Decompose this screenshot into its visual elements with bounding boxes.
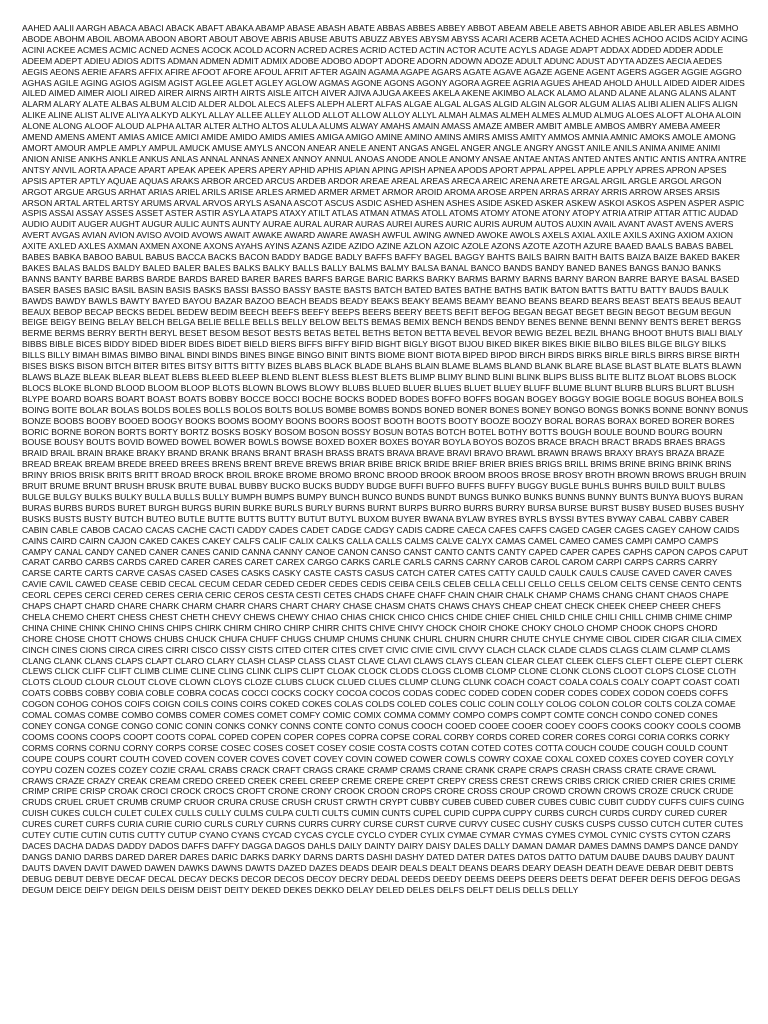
word-list-block bbox=[22, 23, 748, 1003]
word-list-text: AAHED AALII AARGH ABACA ABACI ABACK ABAFT ABAKA ABAMP ABASE ABASH ABATE ABBAS ABBES ABBEY ABBOT ABEAM ABELE ABETS ABHOR ABIDE ABLER ABLES ABMHO ABODE ABOHM ABOIL ABOMA ABOON ABORT ABOUT ABOVE ABRIS ABUSE ABUTS ABUZZ ABYES ABYSM ABYSS ACARI ACERB ACETA ACHED ACHES ACHOO ACIDS ACIDY ACING ACINI ACKEE ACMES ACMIC ACNED ACNES ACOCK ACOLD ACORN ACRED ACRES ACRID ACTED ACTIN ACTOR ACUTE ACYLS ADAGE ADAPT ADDAX ADDED ADDER ADDLE ADEEM ADEPT ADIEU ADIOS ADITS ADMAN ADMEN ADMIT ADMIX ADOBE ADOBO ADOPT ADORE ADORN ADOWN ADOZE ADULT ADUNC ADUST ADYTA ADZES AECIA AEDES AEGIS AEONS AERIE AFARS AFFIX AFIRE AFOOT AFORE AFOUL AFRIT AFTER AGAIN AGAMA AGAPE AGARS AGATE AGAVE AGAZE AGENE AGENT AGERS AGGER AGGIE AGGRO AGHAS AGILE AGING AGIOS AGISM AGIST AGLEE AGLET AGLEY AGLOW AGMAS AGONE AGONS AGONY AGORA AGREE AGRIA AGUES AHEAD AHOLD AHULL AIDED AIDER AIDES AILED AIMED AIMER AIOLI AIRED AIRER AIRNS AIRTH AIRTS AISLE AITCH AIVER AJIVA AJUGA AKEES AKELA AKENE AKIMBO ALACK ALAMO ALAND ALANE ALANG ALANS ALANT ALARM ALARY ALATE ALBAS ALBUM ALCID ALDER ALDOL ALECS ALEFS ALEPH ALERT ALFAS ALGAE ALGAL ALGAS ALGID ALGIN ALGOR ALGUM ALIAS ALIBI ALIEN ALIFS ALIGN ALIKE ALINE ALIST ALIVE ALIYA ALKYD ALKYL ALLAY ALLEE ALLEY ALLOD ALLOT ALLOW ALLOY ALLYL ALMAH ALMAS ALMEH ALMES ALMUD ALMUG ALOES ALOFT ALOHA ALOIN ALONE ALONG ALOOF ALOUD ALPHA ALTAR ALTER ALTHO ALTOS ALULA ALUMS ALWAY AMAHS AMAIN AMASS AMAZE AMBER AMBIT AMBLE AMBOS AMBRY AMEBA AMEER AMEND AMENS AMENT AMIAS AMICE AMICI AMIDE AMIDO AMIDS AMIES AMIGA AMIGO AMINE AMINO AMINS AMIRS AMISS AMITY AMMOS AMNIA AMNIC AMOKS AMOLE AMONG AMORT AMOUR AMPLE AMPLY AMPUL AMUCK AMUSE AMYLS ANCON ANEAR ANELE ANENT ANGAS ANGEL ANGER ANGLE ANGRY ANGST ANILE ANILS ANIMA ANIME ANIMI ANION ANISE ANKHS ANKLE ANKUS ANLAS ANNAL ANNAS ANNEX ANNOY ANNUL ANOAS ANODE ANOLE ANOMY ANSAE ANTAE ANTAS ANTED ANTES ANTIC ANTIS ANTRA ANTRE ANTSY ANVIL AORTA APACE APART APEAK APEEK APERS APERY APHID APHIS APIAN APING APISH APNEA APODS APORT APPAL APPEL APPLE APPLY APRES APRON APSES APSIS APTER APTLY AQUAE AQUAS ARAKS ARBOR ARCED ARCUS ARDEB ARDOR AREAE AREAL AREAS ARECA AREIC ARENA ARETE ARGAL ARGIL ARGLE ARGOL ARGON ARGOT ARGUE ARGUS ARHAT ARIAS ARIEL ARILS ARISE ARLES ARMED ARMER ARMET ARMOR AROID AROMA AROSE ARPEN ARRAS ARRAY ARRIS ARROW ARSES ARSIS ARSON ARTAL ARTEL ARTSY ARUMS ARVAL ARVOS ARYLS ASANA ASCOT ASCUS ASDIC ASHED ASHEN ASHES ASIDE ASKED ASKER ASKEW ASKOI ASKOS ASPEN ASPER ASPIC ASPIS ASSAI ASSAY ASSES ASSET ASTER ASTIR ASYLA ATAPS ATAXY ATILT ATLAS ATMAN ATMAS ATOLL ATOMS ATOMY ATONE ATONY ATOPY ATRIA ATRIP ATTAR ATTIC AUDAD AUDIO AUDIT AUGER AUGHT AUGUR AULIC AUNTS AUNTY AURAE AURAL AURAR AURAS AUREI AURES AURIC AURIS AURUM AUTOS AUXIN AVAIL AVANT AVAST AVENS AVERS AVERT AVGAS AVIAN AVION AVISO AVOID AVOWS AWAIT AWAKE AWARD AWARE AWASH AWFUL AWING AWNED AWOKE AWOLS AXELS AXIAL AXILE AXILS AXING AXIOM AXION AXITE AXLED AXLES AXMAN AXMEN AXONE AXONS AYAHS AYINS AZANS AZIDE AZIDO AZINE AZLON AZOIC AZOLE AZONS AZOTE AZOTH AZURE BAAED BAALS BABAS BABEL BABES BABKA BABOO BABUL BABUS BACCA BACKS BACON BADDY BADGE BADLY BAFFS BAFFY BAGEL BAGGY BAHTS BAILS BAIRN BAITH BAITS BAIZA BAIZE BAKED BAKER BAKES BALAS BALDS BALDY BALED BALER BALES BALKS BALKY BALLS BALLY BALMS BALMY BALSA BANAL BANCO BANDS BANDY BANED BANES BANGS BANJO BANKS BANNS BANTY BARBE BARBS BARDE BARDS BARED BARER BARES BARFS BARGE BARIC BARKS BARKY BARMS BARMY BARNS BARNY BARON BARRE BARYE BASAL BASED BASER BASES BASIC BASIL BASIN BASIS BASKS BASSI BASSO BASSY BASTE BASTS BATCH BATED BATES BATHE BATHS BATIK BATON BATTS BATTU BATTY BAUDS BAULK BAWDS BAWDY BAWLS BAWTY BAYED BAYOU BAZAR BAZOO BEACH BEADS BEADY BEAKS BEAKY BEAMS BEAMY BEANO BEANS BEARD BEARS BEAST BEATS BEAUS BEAUT BEAUX BEBOP BECAP BECKS BEDEL BEDEW BEDIM BEECH BEEFS BEEFY BEEPS BEERS BEERY BEETS BEFIT BEFOG BEGAN BEGAT BEGET BEGIN BEGOT BEGUM BEGUN BEIGE BEIGY BEING BELAY BELCH BELGA BELIE BELLE BELLS BELLY BELOW BELTS BEMAS BEMIX BENCH BENDS BENDY BENES BENNE BENNI BENNY BENTS BERET BERGS BERME BERMS BERRY BERTH BERYL BESET BESOM BESOT BESTS BETAS BETEL BETHS BETON BETTA BEVEL BEVOR BEWIG BEZEL BEZIL BHANG BHOOT BHUTS BIALI BIALY BIBBS BIBLE BICES BIDDY BIDED BIDER BIDES BIDET BIELD BIERS BIFFS BIFFY BIFID BIGHT BIGLY BIGOT BIJOU BIKED BIKER BIKES BIKIE BILBO BILES BILGE BILGY BILKS BILLS BILLY BIMAH BIMAS BIMBO BINAL BINDI BINDS BINES BINGE BINGO BINIT BINTS BIOME BIONT BIOTA BIPED BIPOD BIRCH BIRDS BIRKS BIRLE BIRLS BIRRS BIRSE BIRTH BISES BISKS BISON BITCH BITER BITES BITSY BITTS BITTY BIZES BLABS BLACK BLADE BLAHS BLAIN BLAME BLAMS BLAND BLANK BLARE BLASE BLAST BLATE BLATS BLAWN BLAWS BLAZE BLEAK BLEAR BLEAT BLEBS BLEED BLEEP BLEND BLENT BLESS BLEST BLETS BLIMP BLIMY BLIND BLINI BLINK BLIPS BLISS BLITE BLITZ BLOAT BLOBS BLOCK BLOCS BLOKE BLOND BLOOD BLOOM BLOOP BLOTS BLOWN BLOWS BLOWY BLUBS BLUED BLUER BLUES BLUET BLUEY BLUFF BLUME BLUNT BLURB BLURS BLURT BLUSH BLYPE BOARD BOARS BOART BOAST BOATS BOBBY BOCCE BOCCI BOCHE BOCKS BODED BODES BOFFO BOFFS BOGAN BOGEY BOGGY BOGIE BOGLE BOGUS BOHEA BOILS BOING BOITE BOLAR BOLAS BOLDS BOLES BOLLS BOLOS BOLTS BOLUS BOMBE BOMBS BONDS BONED BONER BONES BONEY BONGO BONGS BONKS BONNE BONNY BONUS BONZE BOOBS BOOBY BOOED BOOGY BOOKS BOOMS BOOMY BOONS BOORS BOOST BOOTH BOOTS BOOTY BOOZE BOOZY BORAL BORAS BORAX BORED BORER BORES BORIC BORNE BORON BORTS BORTY BORTZ BOSKS BOSKY BOSOM BOSON BOSSY BOSUN BOTAS BOTCH BOTEL BOTHY BOTTS BOUGH BOULE BOUND BOURG BOURN BOUSE BOUSY BOUTS BOVID BOWED BOWEL BOWER BOWLS BOWSE BOXED BOXER BOXES BOYAR BOYLA BOYOS BOZOS BRACE BRACH BRACT BRADS BRAES BRAGS BRAID BRAIL BRAIN BRAKE BRAKY BRAND BRANK BRANS BRANT BRASH BRASS BRATS BRAVA BRAVE BRAVI BRAVO BRAWL BRAWN BRAWS BRAXY BRAYS BRAZA BRAZE BREAD BREAK BREAM BREDE BREED BREES BRENS BRENT BREVE BREWS BRIAR BRIBE BRICK BRIDE BRIEF BRIER BRIES BRIGS BRILL BRIMS BRINE BRING BRINK BRINS BRINY BRIOS BRISK BRITS BRITT BROAD BROCK BROIL BROKE BROME BROMO BRONC BROOD BROOK BROOM BROOS BROSE BROSY BROTH BROWN BROWS BRUGH BRUIN BRUIT BRUME BRUNT BRUSH BRUSK BRUTE BUBAL BUBBY BUCKO BUCKS BUDDY BUDGE BUFFI BUFFO BUFFS BUFFY BUGGY BUGLE BUHLS BUHRS BUILD BUILT BULBS BULGE BULGY BULKS BULKY BULLA BULLS BULLY BUMPH BUMPS BUMPY BUNCH BUNCO BUNDS BUNDT BUNGS BUNKO BUNKS BUNNS BUNNY BUNTS BUNYA BUOYS BURAN BURAS BURBS BURDS BURET BURGH BURGS BURIN BURKE BURLS BURLY BURNS BURNT BURPS BURRO BURRS BURRY BURSA BURSE BURST BUSBY BUSED BUSES BUSHY BUSKS BUSTS BUSTY BUTCH BUTEO BUTLE BUTTE BUTTS BUTTY BUTUT BUTYL BUXOM BUYER BWANA BYLAW BYRES BYRLS BYSSI BYTES BYWAY CABAL CABBY CABER CABIN CABLE CABOB CACAO CACAS CACHE CACTI CADDY CADES CADET CADGE CADGY CADIS CADRE CAECA CAFES CAFFS CAGED CAGER CAGES CAGEY CAHOW CAIDS CAINS CAIRD CAIRN CAJON CAKED CAKES CAKEY CALFS CALIF CALIX CALKS CALLA CALLS CALMS CALVE CALYX CAMAS CAMEL CAMEO CAMES CAMPI CAMPO CAMPS CAMPY CANAL CANDY CANED CANER CANES CANID CANNA CANNY CANOE CANON CANSO CANST CANTO CANTS CANTY CAPED CAPER CAPES CAPHS CAPON CAPOS CAPUT CARAT CARBO CARBS CARDS CARED CARER CARES CARET CAREX CARGO CARKS CARLE CARLS CARNS CARNY CAROB CAROL CAROM CARPI CARPS CARRS CARRY CARSE CARTE CARTS CARVE CASAS CASED CASES CASKS CASKY CASTE CASTS CASUS CATCH CATER CATES CATTY CAULD CAULK CAULS CAUSE CAVED CAVER CAVES CAVIE CAVIL CAWED CEASE CEBID CECAL CECUM CEDAR CEDED CEDER CEDES CEDIS CEIBA CEILS CELEB CELLA CELLI CELLO CELLS CELOM CELTS CENSE CENTO CENTS CEORL CEPES CERCI CERED CERES CERIA CERIC CEROS CESTA CESTI CETES CHADS CHAFE CHAFF CHAIN CHAIR CHALK CHAMP CHAMS CHANG CHANT CHAOS CHAPE CHAPS CHAPT CHARD CHARE CHARK CHARM CHARR CHARS CHART CHARY CHASE CHASM CHATS CHAWS CHAYS CHEAP CHEAT CHECK CHEEK CHEEP CHEER CHEFS CHELA CHEMO CHERT CHESS CHEST CHETH CHEVY CHEWS CHEWY CHIAO CHIAS CHICK CHICO CHICS CHIDE CHIEF CHIEL CHILD CHILE CHILI CHILL CHIMB CHIME CHIMP CHINA CHINE CHINK CHINO CHINS CHIPS CHIRK CHIRM CHIRO CHIRP CHIRR CHITS CHIVE CHIVY CHOCK CHOIR CHOKE CHOKY CHOLO CHOMP CHOOK CHOPS CHORD CHORE CHOSE CHOTT CHOWS CHUBS CHUCK CHUFA CHUFF CHUGS CHUMP CHUMS CHUNK CHURL CHURN CHURR CHUTE CHYLE CHYME CIBOL CIDER CIGAR CILIA CIMEX CINCH CINES CIONS CIRCA CIRES CIRRI CISCO CISSY CISTS CITED CITER CITES CIVET CIVIC CIVIE CIVIL CIVVY CLACH CLACK CLADE CLADS CLAGS CLAIM CLAMP CLAMS CLANG CLANK CLANS CLAPS CLAPT CLARO CLARY CLASH CLASP CLASS CLAST CLAVE CLAVI CLAWS CLAYS CLEAN CLEAR CLEAT CLEEK CLEFS CLEFT CLEPE CLEPT CLERK CLEWS CLICK CLIFF CLIFT CLIMB CLIME CLINE CLING CLINK CLIPS CLIPT CLOAK CLOCK CLODS CLOGS CLOMB CLOMP CLONE CLONK CLONS CLOOT CLOPS CLOSE CLOTH CLOTS CLOUD CLOUR CLOUT CLOVE CLOWN CLOYS CLOZE CLUBS CLUCK CLUED CLUES CLUMP CLUNG CLUNK COACH COACT COALA COALS COALY COAPT COAST COATI COATS COBBS COBBY COBIA COBLE COBRA COCAS COCCI COCKS COCKY COCOA COCOS CODAS CODEC CODED CODEN CODER CODES CODEX CODON COEDS COFFS COGON COHOG COHOS COIFS COIGN COILS COINS COIRS COKED COKES COLAS COLDS COLED COLES COLIC COLIN COLLY COLOG COLON COLOR COLTS COLZA COMAE COMAL COMAS COMBE COMBO COMBS COMER COMES COMET COMFY COMIC COMIX COMMA COMMY COMPO COMPS COMPT COMTE CONCH CONDO CONED CONES CONEY CONGA CONGE CONGO CONIC CONIN CONKS CONKY CONNS CONTE CONTO CONUS COOCH COOED COOEE COOER COOEY COOFS COOKS COOKY COOLS COOMB COOMS COONS COOPS COOPT COOTS COPAL COPED COPEN COPER COPES COPRA COPSE CORAL CORBY CORDS CORED CORER CORES CORGI CORIA CORKS CORKY CORMS CORNS CORNU CORNY CORPS CORSE COSEC COSES COSET COSEY COSIE COSTA COSTS COTAN COTED COTES COTTA COUCH COUDE COUGH COULD COUNT COUPE COUPS COURT COUTH COVED COVEN COVER COVES COVET COVEY COVIN COWED COWER COWLS COWRY COXAE COXAL COXED COXES COYED COYER COYLY COYPU COZEN COZES COZEY COZIE CRAAL CRABS CRACK CRAFT CRAGS CRAKE CRAMP CRAMS CRANE CRANK CRAPE CRAPS CRASH CRASS CRATE CRAVE CRAWL CRAWS CRAZE CRAZY CREAK CREAM CREDO CREED CREEK CREEL CREEP CREME CREPE CREPT CREPY CRESS CREST CREWS CRIBS CRICK CRIED CRIER CRIES CRIME CRIMP CRIPE CRISP CROAK CROCI CROCK CROCS CROFT CRONE CRONY CROOK CROON CROPS CRORE CROSS CROUP CROWD CROWN CROWS CROZE CRUCK CRUDE CRUDS CRUEL CRUET CRUMB CRUMP CRUOR CRURA CRUSE CRUSH CRUST CRWTH CRYPT CUBBY CUBEB CUBED CUBER CUBES CUBIC CUBIT CUDDY CUFFS CUIFS CUING CUISH CUKES CULCH CULET CULEX CULLS CULLY CULMS CULPA CULTI CULTS CUMIN CUNTS CUPEL CUPID CUPPA CUPPY CURBS CURCH CURDS CURDY CURED CURER CURES CURET CURFS CURIA CURIE CURIO CURLS CURLY CURNS CURRS CURRY CURSE CURST CURVE CURVY CUSEC CUSHY CUSKS CUSPS CUSSO CUTCH CUTER CUTES CUTEY CUTIE CUTIN CUTIS CUTTY CUTUP CYANO CYANS CYCAD CYCAS CYCLE CYCLO CYDER CYLIX CYMAE CYMAR CYMAS CYMES CYMOL CYNIC CYSTS CYTON CZARS DACES DACHA DADAS DADDY DADOS DAFFS DAFFY DAGGA DAGOS DAHLS DAILY DAINTY DAIRY DAISY DALES DALLY DAMAN DAMAR DAMES DAMNS DAMPS DANCE DANDY DANGS DANIO DARBS DARED DARER DARES DARIC DARKS DARKY DARNS DARTS DASHI DASHY DATED DATER DATES DATOS DATTO DATUM DAUBE DAUBS DAUBY DAUNT DAUTS DAVEN DAVIT DAWED DAWEN DAWKS DAWNS DAWTS DAZED DAZES DEADS DEAIR DEALS DEALT DEANS DEARS DEARY DEASH DEATH DEAVE DEBAR DEBIT DEBTS DEBUG DEBUT DEBYE DECAF DECAL DECAY DECKS DECOR DECOS DECOY DECRY DEDAL DEEDS DEEDY DEEMS DEEPS DEERS DEETS DEFAT DEFER DEFIS DEFOG DEGAS DEGUM DEICE DEIFY DEIGN DEILS DEISM DEIST DEITY DEKED DEKES DEKKO DELAY DELED DELES DELFS DELFT DELIS DELLS DELLY bbox=[22, 23, 748, 895]
